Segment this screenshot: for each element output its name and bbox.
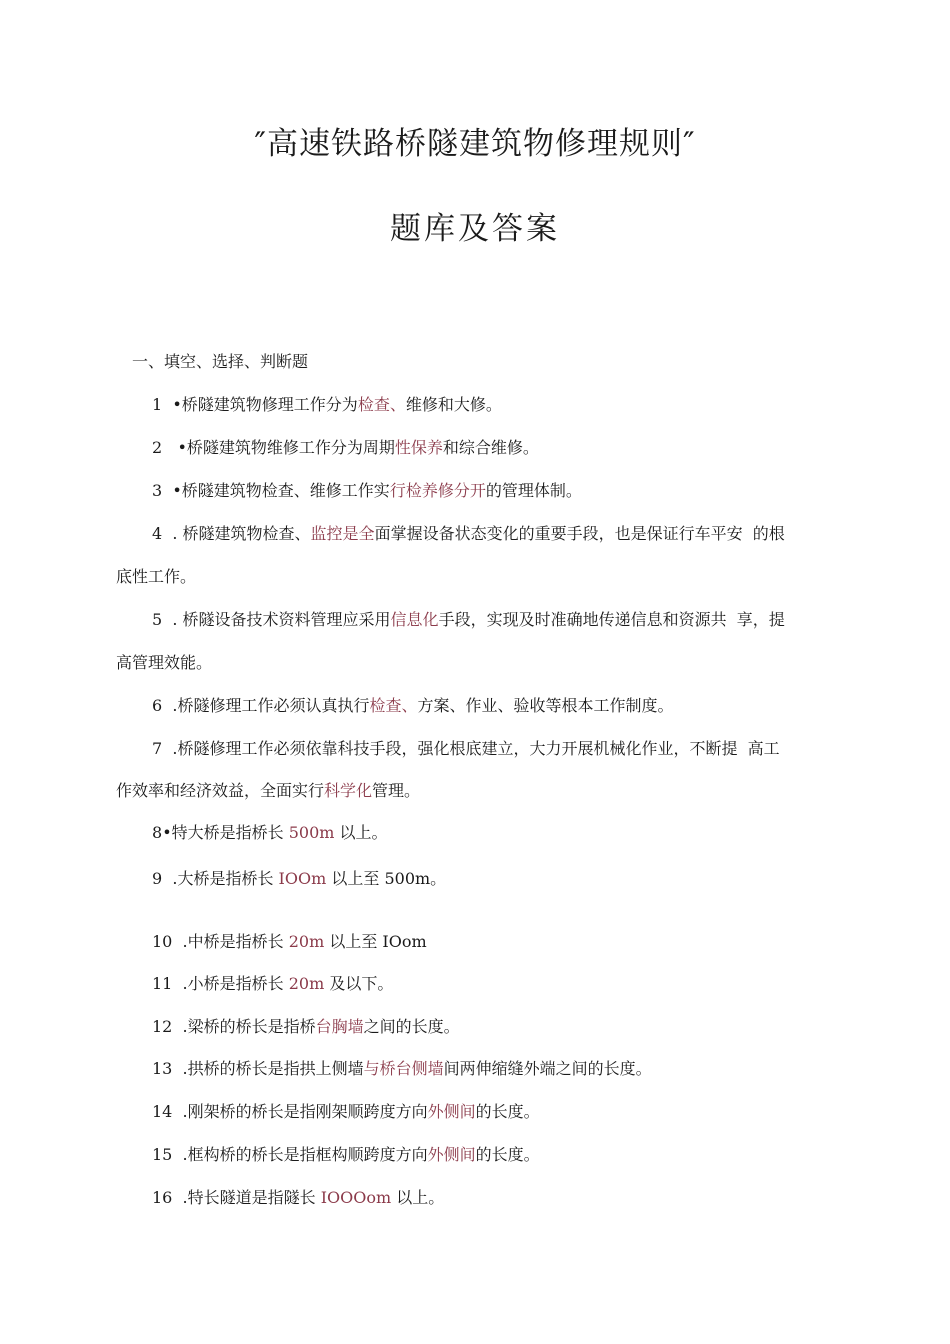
question-item bbox=[152, 866, 852, 889]
question-text: 刚架桥的桥长是指刚架顺跨度方向 bbox=[187, 1102, 428, 1121]
item-number: 3 bbox=[152, 481, 163, 500]
answer-highlight: 20m bbox=[288, 932, 325, 951]
question-text: 之间的长度。 bbox=[363, 1017, 460, 1036]
question-item bbox=[152, 1142, 852, 1165]
document-title: ″高速铁路桥隧建筑物修理规则″ bbox=[254, 126, 696, 162]
item-number: 2 bbox=[152, 438, 163, 457]
question-text: 特大桥是指桥长 bbox=[171, 823, 289, 842]
question-text: 以上至 500m。 bbox=[326, 869, 447, 888]
question-item bbox=[152, 1056, 852, 1079]
question-item bbox=[152, 521, 852, 544]
answer-highlight: 科学化 bbox=[324, 781, 373, 800]
answer-highlight: 检查、 bbox=[357, 395, 406, 414]
item-separator: . bbox=[162, 610, 183, 629]
item-number: 15 bbox=[152, 1145, 173, 1164]
question-text: 以上。 bbox=[391, 1188, 445, 1207]
question-text: 及以下。 bbox=[324, 974, 394, 993]
answer-highlight: 外侧间 bbox=[427, 1145, 476, 1164]
question-text: 特长隧道是指隧长 bbox=[187, 1188, 321, 1207]
item-separator: . bbox=[172, 1102, 188, 1121]
answer-highlight: 性保养 bbox=[394, 438, 443, 457]
item-separator: • bbox=[162, 395, 182, 414]
item-number: 7 bbox=[152, 739, 163, 758]
question-text: 桥隧设备技术资料管理应采用 bbox=[182, 610, 391, 629]
question-text: 维修和大修。 bbox=[405, 395, 502, 414]
answer-highlight: 与桥台侧墙 bbox=[363, 1059, 444, 1078]
question-continuation: 高管理效能。 bbox=[116, 653, 213, 672]
question-item bbox=[152, 607, 852, 630]
document-subtitle: 题库及答案 bbox=[390, 211, 560, 247]
question-text: 小桥是指桥长 bbox=[187, 974, 289, 993]
item-number: 12 bbox=[152, 1017, 173, 1036]
item-number: 9 bbox=[152, 869, 163, 888]
question-item bbox=[152, 971, 852, 994]
question-item bbox=[152, 929, 852, 952]
item-separator: . bbox=[172, 932, 188, 951]
item-number: 13 bbox=[152, 1059, 173, 1078]
item-separator: . bbox=[162, 869, 178, 888]
question-text: 以上。 bbox=[334, 823, 388, 842]
question-text: 中桥是指桥长 bbox=[187, 932, 289, 951]
answer-highlight: 行检养修分开 bbox=[389, 481, 486, 500]
answer-highlight: IOOOom bbox=[320, 1188, 392, 1207]
item-number: 4 bbox=[152, 524, 163, 543]
item-number: 8 bbox=[152, 823, 163, 842]
item-separator: . bbox=[172, 1188, 188, 1207]
question-text: 的长度。 bbox=[475, 1102, 540, 1121]
item-number: 1 bbox=[152, 395, 163, 414]
question-text: 梁桥的桥长是指桥 bbox=[187, 1017, 316, 1036]
section-heading: 一、填空、选择、判断题 bbox=[132, 352, 309, 371]
question-text: 和综合维修。 bbox=[442, 438, 539, 457]
question-text: 桥隧建筑物修理工作分为 bbox=[181, 395, 358, 414]
item-number: 16 bbox=[152, 1188, 173, 1207]
answer-highlight: 监控是全 bbox=[310, 524, 375, 543]
item-separator: . bbox=[162, 739, 178, 758]
question-continuation bbox=[116, 778, 856, 801]
question-text: 管理。 bbox=[372, 781, 421, 800]
question-item bbox=[152, 435, 852, 458]
question-text: 桥隧修理工作必须认真执行 bbox=[177, 696, 370, 715]
answer-highlight: IOOm bbox=[278, 869, 327, 888]
answer-highlight: 检查、 bbox=[369, 696, 418, 715]
answer-highlight: 20m bbox=[288, 974, 325, 993]
question-item bbox=[152, 1185, 852, 1208]
item-number: 11 bbox=[152, 974, 173, 993]
question-continuation: 底性工作。 bbox=[116, 567, 197, 586]
question-text: 框构桥的桥长是指框构顺跨度方向 bbox=[187, 1145, 428, 1164]
question-text: 面掌握设备状态变化的重要手段，也是保证行车平安 的根 bbox=[374, 524, 785, 543]
question-item bbox=[152, 1099, 852, 1122]
question-text: 桥隧建筑物检查、维修工作实 bbox=[181, 481, 390, 500]
question-text: 以上至 IOom bbox=[324, 932, 427, 951]
question-item bbox=[152, 392, 852, 415]
question-text: 方案、作业、验收等根本工作制度。 bbox=[417, 696, 674, 715]
item-separator: . bbox=[172, 1059, 188, 1078]
item-separator: . bbox=[162, 696, 178, 715]
item-number: 5 bbox=[152, 610, 163, 629]
question-text: 的管理体制。 bbox=[485, 481, 582, 500]
question-text: 作效率和经济效益，全面实行 bbox=[116, 781, 325, 800]
question-text: 间两伸缩缝外端之间的长度。 bbox=[443, 1059, 652, 1078]
answer-highlight: 信息化 bbox=[390, 610, 439, 629]
question-text: 手段，实现及时准确地传递信息和资源共 享，提 bbox=[438, 610, 785, 629]
item-separator: . bbox=[172, 974, 188, 993]
item-separator: • bbox=[162, 438, 187, 457]
question-item bbox=[152, 1014, 852, 1037]
answer-highlight: 台胸墙 bbox=[315, 1017, 364, 1036]
question-text: 桥隧建筑物检查、 bbox=[182, 524, 311, 543]
question-item bbox=[152, 478, 852, 501]
question-text: 桥隧建筑物维修工作分为周期 bbox=[186, 438, 395, 457]
item-separator: • bbox=[162, 823, 172, 842]
question-text: 大桥是指桥长 bbox=[177, 869, 279, 888]
item-separator: . bbox=[172, 1017, 188, 1036]
question-item bbox=[152, 820, 852, 843]
item-number: 6 bbox=[152, 696, 163, 715]
item-number: 14 bbox=[152, 1102, 173, 1121]
question-item bbox=[152, 736, 852, 759]
answer-highlight: 500m bbox=[288, 823, 335, 842]
item-separator: • bbox=[162, 481, 182, 500]
item-separator: . bbox=[172, 1145, 188, 1164]
question-text: 拱桥的桥长是指拱上侧墙 bbox=[187, 1059, 364, 1078]
answer-highlight: 外侧间 bbox=[427, 1102, 476, 1121]
question-text: 的长度。 bbox=[475, 1145, 540, 1164]
question-text: 桥隧修理工作必须依靠科技手段，强化根底建立，大力开展机械化作业，不断提 高工 bbox=[177, 739, 780, 758]
question-item bbox=[152, 693, 852, 716]
item-number: 10 bbox=[152, 932, 173, 951]
item-separator: . bbox=[162, 524, 183, 543]
